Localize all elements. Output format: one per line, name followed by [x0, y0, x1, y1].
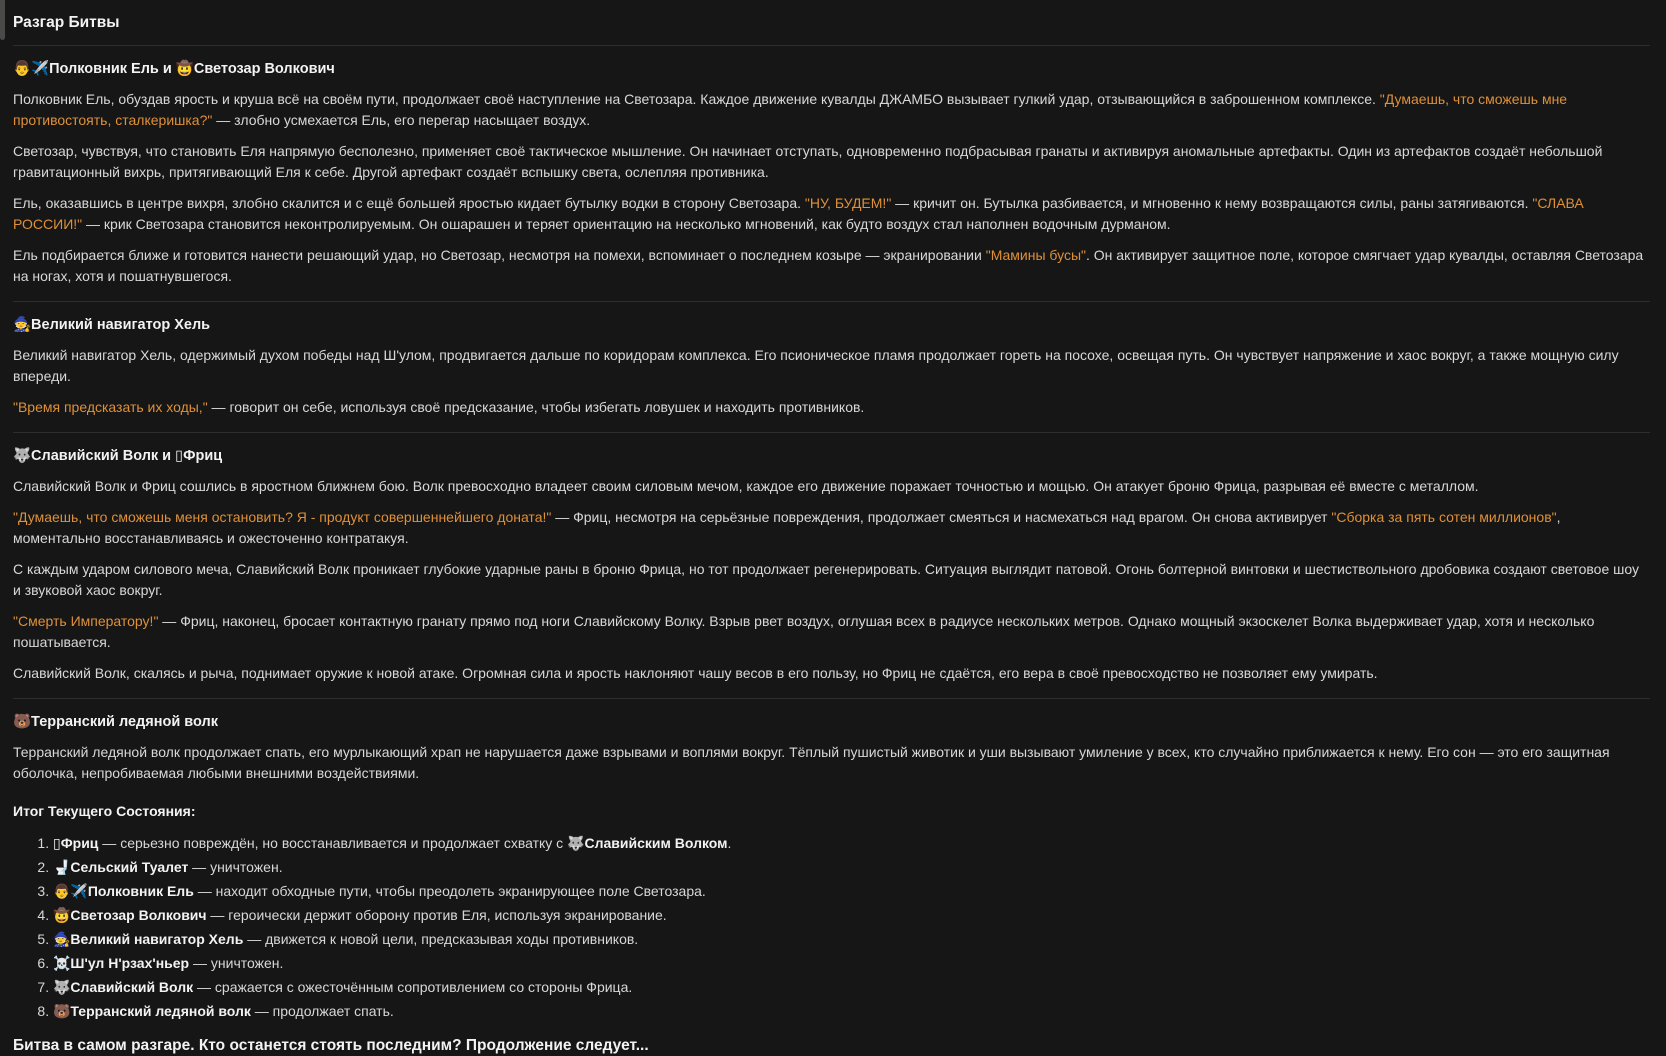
summary-list: [13, 833, 1650, 1022]
text-run: С каждым ударом силового меча, Славийский Волк проникает глубокие ударные раны в броню Фрица, но тот продолжает регенерировать. Ситуация выглядит патовой. Огонь болтерной винтовки и шестиствольного дробовика создают световое шоу и звуковой хаос вокруг.: [13, 561, 1639, 598]
entity-name: ▯Фриц: [53, 835, 99, 851]
paragraph: [13, 476, 1650, 497]
summary-list-item: [53, 953, 1650, 974]
closing-line: Битва в самом разгаре. Кто останется стоять последним? Продолжение следует...: [13, 1037, 649, 1054]
battle-section: [13, 698, 1650, 784]
summary-list-item: [53, 977, 1650, 998]
entity-name: ☠️Ш'ул Н'рзах'ньер: [53, 955, 190, 971]
battle-sections: [13, 59, 1650, 784]
text-run: — героически держит оборону против Еля, используя экранирование.: [206, 907, 667, 923]
section-heading: 🐻Терранский ледяной волк: [13, 714, 218, 730]
summary-list-item: [53, 929, 1650, 950]
text-run: — продолжает спать.: [250, 1003, 394, 1019]
quote-text: "Смерть Императору!": [13, 613, 159, 629]
summary-list-item: [53, 1001, 1650, 1022]
text-run: , моментально восстанавливаясь и ожесточенно контратакуя.: [13, 509, 1561, 546]
text-run: — крик Светозара становится неконтролируемым. Он ошарашен и теряет ориентацию на несколько мгновений, как будто воздух стал наполнен водочным дурманом.: [82, 216, 1171, 232]
battle-section: [13, 432, 1650, 684]
text-run: . Он активирует защитное поле, которое смягчает удар кувалды, оставляя Светозара на ногах, хотя и пошатнувшегося.: [13, 247, 1644, 284]
paragraph: [13, 89, 1650, 131]
text-run: — Фриц, наконец, бросает контактную гранату прямо под ноги Славийскому Волку. Взрыв рвет воздух, оглушая всех в радиусе нескольких метров. Однако мощный экзоскелет Волка выдерживает удар, хотя и несколько пошатывается.: [13, 613, 1595, 650]
section-heading: 🧙Великий навигатор Хель: [13, 317, 211, 333]
summary-list-item: [53, 881, 1650, 902]
summary-heading: Итог Текущего Состояния:: [13, 803, 196, 819]
summary-list-item: [53, 857, 1650, 878]
scrollbar-thumb[interactable]: [0, 0, 5, 40]
paragraph: [13, 345, 1650, 387]
paragraph: [13, 193, 1650, 235]
section-heading: 👨✈️Полковник Ель и 🤠Светозар Волкович: [13, 61, 335, 77]
summary-list-item: [53, 905, 1650, 926]
text-run: — Фриц, несмотря на серьёзные повреждения, продолжает смеяться и насмехаться над врагом. Он снова активирует: [551, 509, 1332, 525]
text-run: Славийский Волк, скалясь и рыча, поднимает оружие к новой атаке. Огромная сила и ярость наклоняют чашу весов в его пользу, но Фриц не сдаётся, его вера в своё превосходство не позволяет ему умирать.: [13, 665, 1378, 681]
paragraph: [13, 663, 1650, 684]
text-run: — уничтожен.: [188, 859, 283, 875]
quote-text: "НУ, БУДЕМ!": [804, 195, 892, 211]
text-run: — кричит он. Бутылка разбивается, и мгновенно к нему возвращаются силы, раны затягиваются.: [891, 195, 1533, 211]
text-run: .: [727, 835, 732, 851]
quote-text: "Сборка за пять сотен миллионов": [1331, 509, 1557, 525]
battle-section: [13, 301, 1650, 418]
text-run: Великий навигатор Хель, одержимый духом победы над Ш'улом, продвигается дальше по коридорам комплекса. Его псионическое пламя продолжает гореть на посохе, освещая путь. Он чувствует напряжение и хаос вокруг, а также мощную силу впереди.: [13, 347, 1619, 384]
quote-text: "Думаешь, что сможешь меня остановить? Я - продукт совершеннейшего доната!": [13, 509, 552, 525]
quote-text: "Думаешь, что сможешь мне противостоять, сталкеришка?": [13, 91, 1568, 128]
entity-name: 🐺Славийский Волк: [53, 979, 194, 995]
text-run: Светозар, чувствуя, что становить Еля напрямую бесполезно, применяет своё тактическое мышление. Он начинает отступать, одновременно подбрасывая гранаты и активируя аномальные артефакты. Один из артефактов создаёт небольшой гравитационный вихрь, притягивающий Еля к себе. Другой артефакт создаёт вспышку света, ослепляя противника.: [13, 143, 1603, 180]
paragraph: [13, 611, 1650, 653]
paragraph: [13, 507, 1650, 549]
paragraph: [13, 559, 1650, 601]
paragraph: [13, 245, 1650, 287]
text-run: — говорит он себе, используя своё предсказание, чтобы избегать ловушек и находить противников.: [207, 399, 865, 415]
text-run: Ель подбирается ближе и готовится нанести решающий удар, но Светозар, несмотря на помехи, вспоминает о последнем козыре — экранировании: [13, 247, 986, 263]
entity-name: 🐺Славийским Волком: [567, 835, 728, 851]
text-run: Ель, оказавшись в центре вихря, злобно скалится и с ещё большей яростью кидает бутылку водки в сторону Светозара.: [13, 195, 805, 211]
text-run: — сражается с ожесточённым сопротивлением со стороны Фрица.: [193, 979, 633, 995]
entity-name: 🤠Светозар Волкович: [53, 907, 207, 923]
summary-list-item: [53, 833, 1650, 854]
quote-text: "Мамины бусы": [985, 247, 1087, 263]
text-run: — серьезно повреждён, но восстанавливается и продолжает схватку с: [98, 835, 568, 851]
entity-name: 🧙Великий навигатор Хель: [53, 931, 244, 947]
entity-name: 🚽Сельский Туалет: [53, 859, 189, 875]
text-run: — злобно усмехается Ель, его перегар насыщает воздух.: [212, 112, 591, 128]
paragraph: [13, 397, 1650, 418]
paragraph: [13, 742, 1650, 784]
text-run: Терранский ледяной волк продолжает спать, его мурлыкающий храп не нарушается даже взрывами и воплями вокруг. Тёплый пушистый животик и уши вызывают умиление у всех, кто случайно приближается к нему. Его сон — это его защитная оболочка, непробиваемая любыми внешними воздействиями.: [13, 744, 1610, 781]
text-run: — находит обходные пути, чтобы преодолеть экранирующее поле Светозара.: [193, 883, 706, 899]
paragraph: [13, 141, 1650, 183]
entity-name: 🐻Терранский ледяной волк: [53, 1003, 251, 1019]
page-title: Разгар Битвы: [13, 6, 1650, 46]
section-heading: 🐺Славийский Волк и ▯Фриц: [13, 448, 223, 464]
text-run: — уничтожен.: [189, 955, 284, 971]
text-run: Славийский Волк и Фриц сошлись в яростном ближнем бою. Волк превосходно владеет своим силовым мечом, каждое его движение поражает точностью и мощью. Он атакует броню Фрица, разрывая её вместе с металлом.: [13, 478, 1479, 494]
quote-text: "Время предсказать их ходы,": [13, 399, 208, 415]
text-run: Полковник Ель, обуздав ярость и круша всё на своём пути, продолжает своё наступление на Светозара. Каждое движение кувалды ДЖАМБО вызывает гулкий удар, отзывающийся в заброшенном комплексе.: [13, 91, 1380, 107]
text-run: — движется к новой цели, предсказывая ходы противников.: [243, 931, 639, 947]
quote-text: "СЛАВА РОССИИ!": [13, 195, 1584, 232]
entity-name: 👨✈️Полковник Ель: [53, 883, 194, 899]
battle-section: [13, 59, 1650, 287]
